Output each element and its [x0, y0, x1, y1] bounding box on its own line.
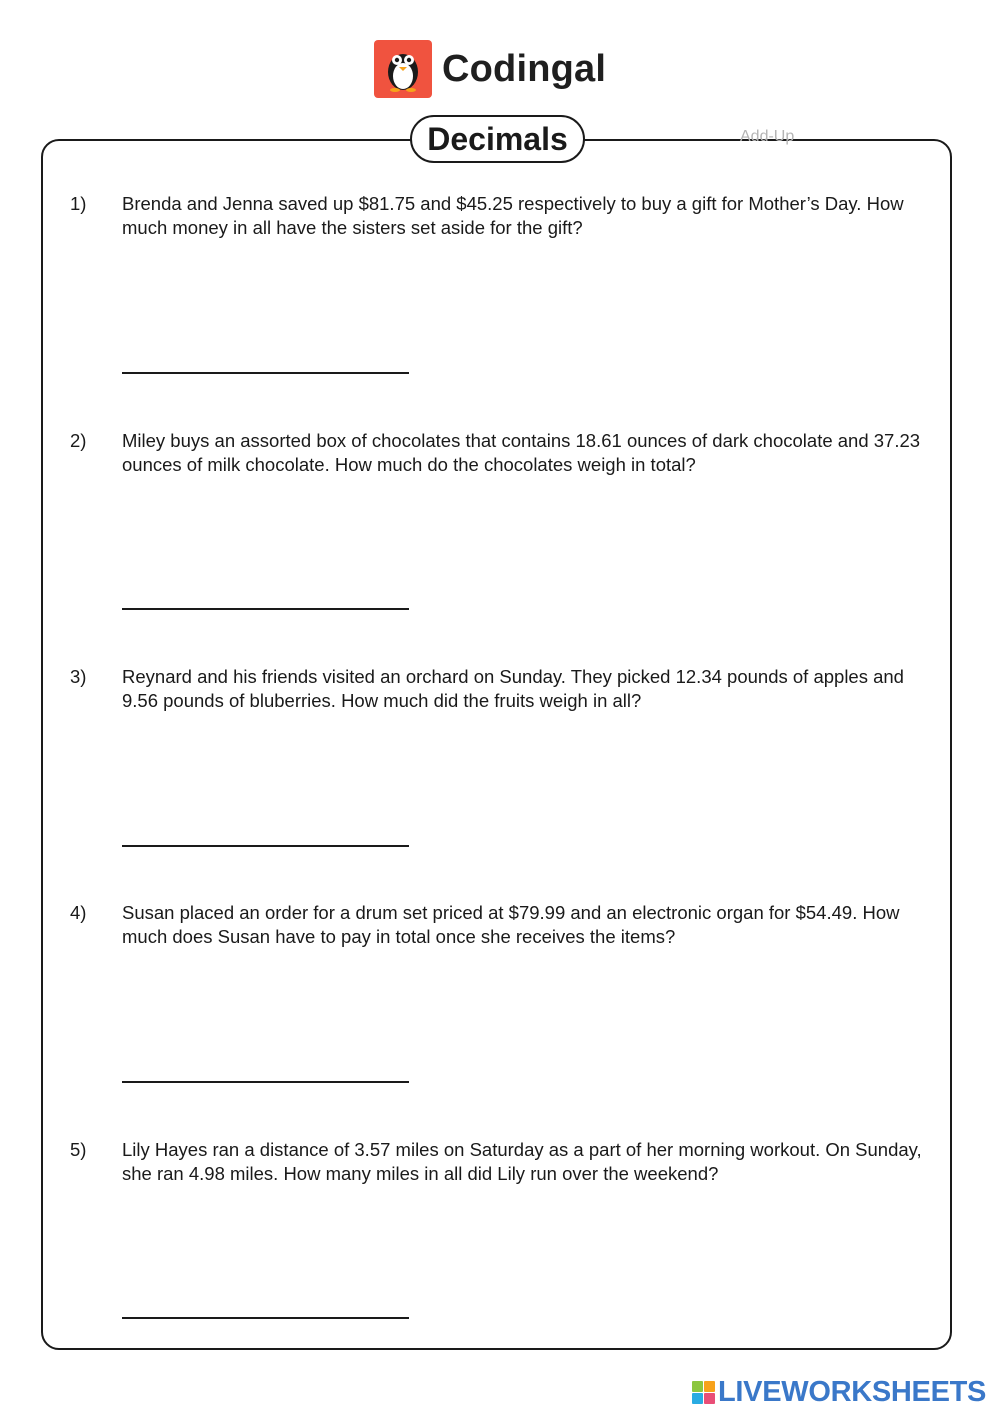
question-number: 5): [70, 1139, 87, 1160]
brand-name: Codingal: [442, 47, 607, 90]
liveworksheets-footer[interactable]: [692, 1376, 986, 1409]
question-text: Reynard and his friends visited an orchard on Sunday. They picked 12.34 pounds of apples and 9.56 pounds of bluberries. How much did the fruits weigh in all?: [122, 666, 904, 711]
liveworksheets-brand: LIVEWORKSHEETS: [718, 1376, 987, 1408]
question-text: Brenda and Jenna saved up $81.75 and $45.25 respectively to buy a gift for Mother’s Day. How much money in all have the sisters set aside for the gift?: [122, 193, 904, 238]
answer-line[interactable]: [122, 372, 409, 374]
liveworksheets-logo-icon: [692, 1381, 715, 1404]
question-number: 4): [70, 902, 87, 923]
question-text: Susan placed an order for a drum set priced at $79.99 and an electronic organ for $54.49. How much does Susan have to pay in total once she receives the items?: [122, 902, 900, 947]
faint-label: Add-Up: [740, 128, 795, 145]
question-text: Miley buys an assorted box of chocolates that contains 18.61 ounces of dark chocolate and 37.23 ounces of milk chocolate. How much do the chocolates weigh in total?: [122, 430, 921, 475]
answer-line[interactable]: [122, 1081, 409, 1083]
answer-line[interactable]: [122, 1317, 409, 1319]
worksheet-title: Decimals: [410, 115, 585, 163]
question-number: 1): [70, 193, 87, 214]
question-number: 2): [70, 430, 87, 451]
question-text: Lily Hayes ran a distance of 3.57 miles on Saturday as a part of her morning workout. On Sunday, she ran 4.98 miles. How many miles in all did Lily run over the weekend?: [122, 1139, 922, 1184]
brand-header: [374, 40, 606, 98]
penguin-icon: [374, 40, 432, 98]
answer-line[interactable]: [122, 845, 409, 847]
question-number: 3): [70, 666, 87, 687]
answer-line[interactable]: [122, 608, 409, 610]
